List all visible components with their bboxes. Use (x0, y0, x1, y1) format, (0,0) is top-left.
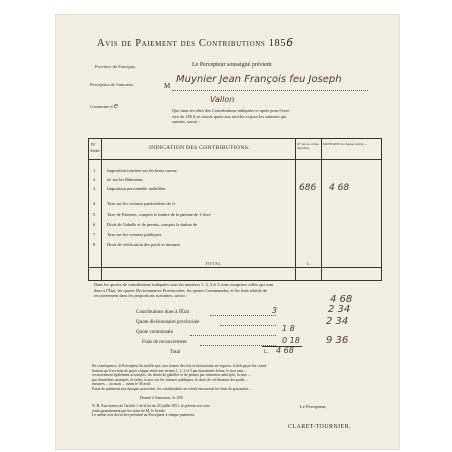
row-num: 8 (93, 242, 96, 247)
right-margin-handwritten: 4 68 (330, 294, 353, 305)
province-label: Province du Faucigny. (95, 64, 137, 69)
row-num: 5 (93, 212, 96, 217)
quote-label: Quote communale (136, 330, 173, 335)
nb-note: N. B. Aux termes de l'article 1 de la loi du 20 juillet 1851, le présent avis sera remis gratuitement par les soins de M. le Syndic. Le même avis devra être présenté au Percepteur à chaque paiement. (92, 404, 210, 418)
row-label: Taxe de Patentes, compris le timbre de la patente de 1 livre (107, 212, 211, 217)
quote-value-handwritten: 0 18 (282, 336, 300, 345)
row-label: Imposition foncière sur les biens ruraux (107, 168, 177, 173)
row-num: 7 (93, 232, 96, 237)
right-margin-handwritten: 2 34 (328, 304, 351, 315)
row-label: id. sur les Bâtiments (107, 177, 143, 182)
document-title: Avis de Paiement des Contributions 1856 (97, 36, 294, 49)
quote-dotted-line (190, 335, 276, 336)
quotes-total-handwritten: 4 68 (276, 346, 294, 355)
table-total-label: TOTAL (205, 261, 222, 266)
col-header-articles: N° des ar- ticles des rôles (297, 142, 319, 150)
row-label: Taxe sur les voitures particulières de fr (107, 201, 176, 206)
quotes-total-label: Total (170, 350, 181, 355)
row-label: Droit de Gabelle et de permis, compris le timbre de (107, 222, 198, 227)
row-num: 4 (93, 201, 96, 206)
right-margin-handwritten: 9 36 (326, 335, 349, 346)
commune-label: Commune d e (90, 102, 119, 110)
row-num: 1 (93, 168, 96, 173)
col-header-montant: MONTANT de chaque article ... (323, 142, 367, 146)
col-header-indication: INDICATION DES CONTRIBUTIONS. (149, 145, 250, 151)
recipient-name-handwritten: Muynier Jean François feu Joseph (176, 74, 342, 85)
col-header-ordre: d'ordre (90, 149, 101, 153)
title-year-handwritten: 6 (286, 36, 294, 49)
perception-label: Perception de Samoens. (90, 82, 135, 87)
signature-label: Le Percepteur, (300, 404, 327, 409)
row-num: 2 (93, 177, 96, 182)
row-label: Imposition personnelle mobilière. (107, 186, 167, 191)
right-margin-handwritten: 2 34 (326, 316, 349, 327)
quotes-intro: Dans les quotes de contributions indiquées sous les numéros 1, 2, 3 et 5 sont comprises celles qui sont dues à l'État, les quotes Divisionnaires Provinciales, les quotes Communales, et les frais relatifs de recouvrement dans les proportions suivantes, savoir : (94, 282, 274, 299)
table-total-unit: L. (307, 261, 311, 266)
footer-paragraph: En conséquence, le Percepteur lui notifie que, aux termes des lois et instructions en vigueur, il doit payer les contri- butions qu'il est tenu de payer chaque mois aux termes 1, 2, 3 et 5 par douzièmes échus, le tout sans ... recouvrement égalément accomplis, les droits de gabelles et de permis par trimestres anticipés, la taxe ... par douzièmes anticipés, et enfin, la taxe sur les voitures publiques, le droit de vérification des poids ... mesures ... au mois ... avant le 30 avril. Faute de paiement aux époques prescrites, les contribuables en retard encourront les frais de poursuites ... (92, 364, 268, 391)
quote-dotted-line (220, 325, 276, 326)
quotes-total-unit: L. (264, 350, 269, 355)
article-number-handwritten: 686 (299, 183, 317, 193)
quote-dotted-line (210, 315, 276, 316)
row-label: Droit de vérification des poids et mesures (107, 242, 181, 247)
contributions-table (88, 138, 382, 281)
percepteur-text: Le Percepteur soussigné prévient (192, 62, 272, 68)
quote-label: Frais de recouvrement (142, 340, 187, 345)
col-header-num: N° (91, 142, 96, 147)
place-handwritten: Vallon (210, 95, 235, 104)
name-dotted-line (172, 90, 368, 91)
quote-label: Contributions dues à l'État (136, 310, 189, 315)
signature-name: CLARET-TOURNIER. (288, 424, 351, 430)
m-label: M (164, 82, 171, 90)
quote-value-handwritten: 1 8 (282, 324, 295, 333)
montant-handwritten: 4 68 (329, 183, 350, 193)
row-label: Taxe sur les voitures publiques (107, 232, 162, 237)
quote-value-handwritten: 3 (272, 306, 278, 315)
date-line: Donné à Samoens, le 185 (140, 395, 183, 400)
quote-label: Quote divisionnaire provinciale (136, 320, 200, 325)
row-num: 3 (93, 186, 96, 191)
row-num: 6 (93, 222, 96, 227)
intro-paragraph: Que dans les rôles des Contributions indiquées ci-après pour l'exer- cice de 185 il se trouve quote aux articles et pour les sommes qui suivent, savoir : (172, 108, 291, 125)
